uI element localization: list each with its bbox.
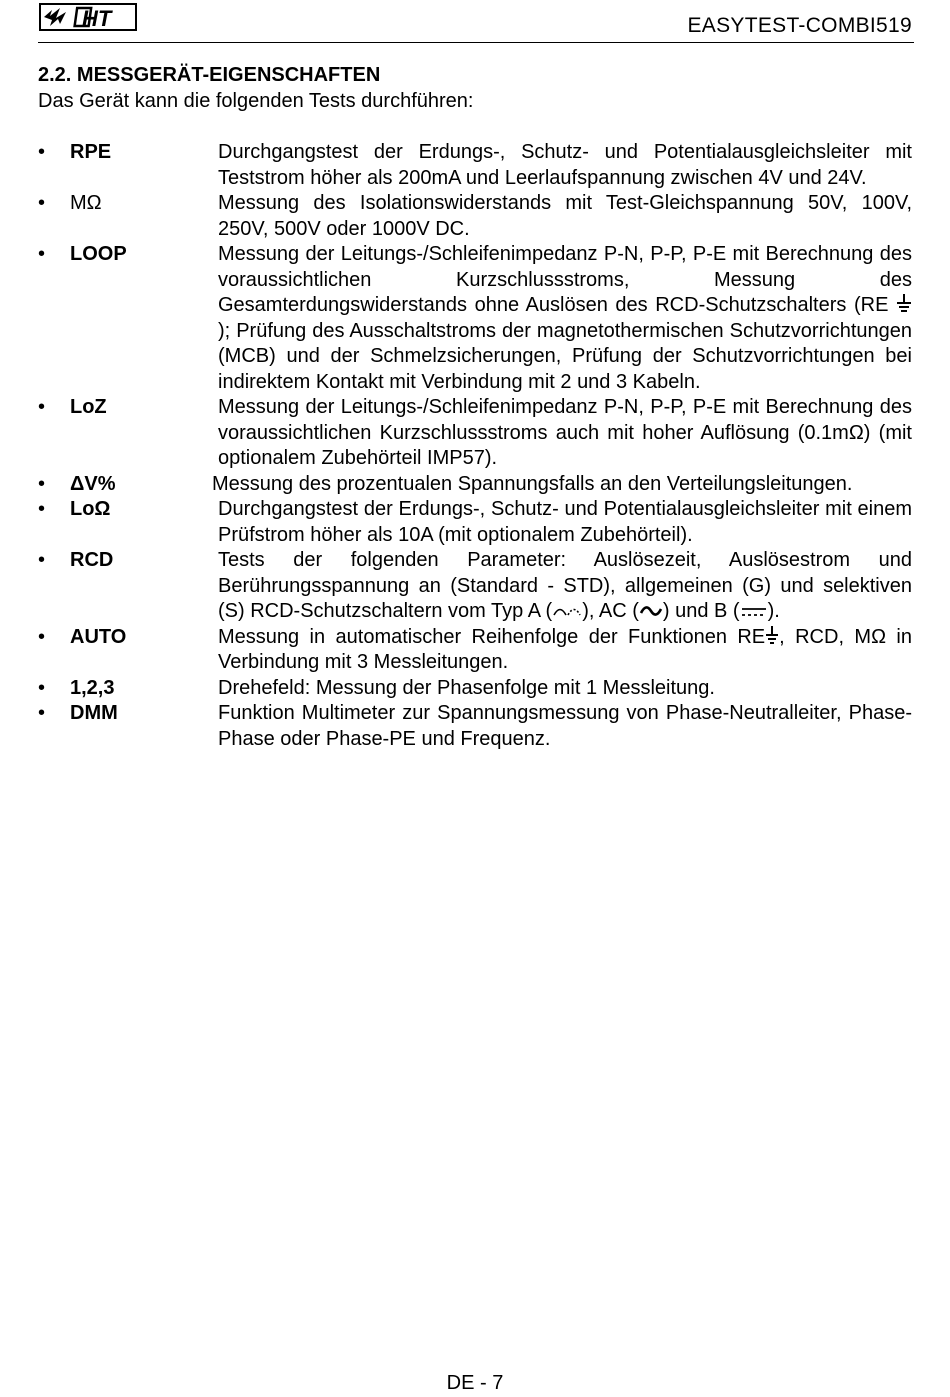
bullet: • — [38, 549, 46, 571]
earth-ground-icon — [896, 294, 912, 314]
bullet: • — [38, 625, 46, 648]
item-description: Messung des Isolationswiderstands mit Test-Gleichspannung 50V, 100V, 250V, 500V oder 1000V DC. — [218, 192, 912, 240]
desc-part: ), AC ( — [582, 600, 639, 622]
desc-part: ). — [767, 600, 780, 622]
list-item-loz — [0, 395, 950, 472]
bullet: • — [38, 472, 46, 495]
item-description: Messung der Leitungs-/Schleifenimpedanz P-N, P-P, P-E mit Berechnung des voraussichtlichen Kurzschlussstroms auch mit hoher Auflösung (0.1mΩ) (mit optionalem Zubehörteil IMP57). — [218, 396, 912, 469]
page-header — [38, 0, 914, 43]
item-term: AUTO — [70, 625, 127, 648]
bullet: • — [38, 498, 46, 520]
list-item-delta-v — [0, 472, 950, 498]
ac-sine-icon — [639, 602, 663, 620]
bullet: • — [38, 192, 46, 214]
item-term: RPE — [70, 141, 112, 163]
desc-part: ) und B ( — [662, 600, 740, 622]
bullet: • — [38, 702, 46, 724]
item-term: 1,2,3 — [70, 676, 115, 699]
list-item-loohm — [0, 497, 950, 548]
item-description: Durchgangstest der Erdungs-, Schutz- und Potentialausgleichsleiter mit Teststrom höher als 200mA und Leerlaufspannung zwischen 4V und 24V. — [218, 141, 912, 189]
list-item-auto — [0, 625, 950, 676]
desc-part: , RCD, MΩ in Verbindung mit 3 Messleitungen. — [218, 625, 912, 673]
item-term: RCD — [70, 549, 114, 571]
item-term: LOOP — [70, 243, 127, 265]
svg-text:HT: HT — [82, 6, 112, 31]
desc-part: Messung der Leitungs-/Schleifenimpedanz P-N, P-P, P-E mit Berechnung des voraussichtlichen Kurzschlussstroms, Messung des Gesamterdungswiderstands ohne Auslösen des RCD-Schutzschalters (RE — [218, 243, 912, 316]
bullet: • — [38, 243, 46, 265]
item-description: Durchgangstest der Erdungs-, Schutz- und Potentialausgleichsleiter mit einem Prüfstrom höher als 10A (mit optionalem Zubehörteil). — [218, 498, 912, 546]
section-intro: Das Gerät kann die folgenden Tests durchführen: — [38, 90, 474, 112]
item-description: Messung des prozentualen Spannungsfalls an den Verteilungsleitungen. — [212, 472, 853, 495]
item-description — [218, 548, 912, 625]
ht-logo — [38, 2, 138, 32]
earth-ground-icon — [765, 626, 779, 646]
list-item-loop — [0, 242, 950, 395]
list-item-mohm — [0, 191, 950, 242]
feature-list — [0, 140, 950, 752]
bullet: • — [38, 141, 46, 163]
item-term: LoZ — [70, 396, 107, 418]
desc-part: Messung in automatischer Reihenfolge der Funktionen RE — [218, 625, 766, 648]
item-description: Drehefeld: Messung der Phasenfolge mit 1 Messleitung. — [218, 676, 715, 699]
bullet: • — [38, 676, 46, 699]
desc-part: Tests der folgenden Parameter: Auslösezeit, Auslösestrom und Berührungsspannung an (Standard - STD), allgemeinen (G) und selektiven (S) RCD-Schutzschaltern vom Typ A ( — [218, 549, 912, 622]
item-term: ΔV% — [70, 472, 116, 495]
item-term: LoΩ — [70, 498, 111, 520]
item-term: DMM — [70, 702, 118, 724]
page-number: DE - 7 — [446, 1372, 504, 1394]
list-item-rcd — [0, 548, 950, 625]
item-description — [218, 625, 912, 676]
desc-part: ); Prüfung des Ausschaltstroms der magnetothermischen Schutzvorrichtungen (MCB) und der Schmelzsicherungen, Prüfung der Schutzvorrichtungen bei indirektem Kontakt mit Verbindung mit 2 und 3 Kabeln. — [218, 319, 912, 393]
item-description — [218, 242, 912, 395]
section-title: 2.2. MESSGERÄT-EIGENSCHAFTEN — [38, 64, 381, 86]
smooth-dc-icon — [740, 602, 768, 620]
item-term: MΩ — [70, 192, 102, 214]
list-item-phase-rotation — [0, 676, 950, 702]
list-item-rpe — [0, 140, 950, 191]
pulsating-dc-icon — [552, 602, 582, 620]
bullet: • — [38, 396, 46, 418]
list-item-dmm — [0, 701, 950, 752]
document-id: EASYTEST-COMBI519 — [687, 14, 912, 37]
item-description: Funktion Multimeter zur Spannungsmessung von Phase-Neutralleiter, Phase-Phase oder Phase-PE und Frequenz. — [218, 702, 912, 750]
